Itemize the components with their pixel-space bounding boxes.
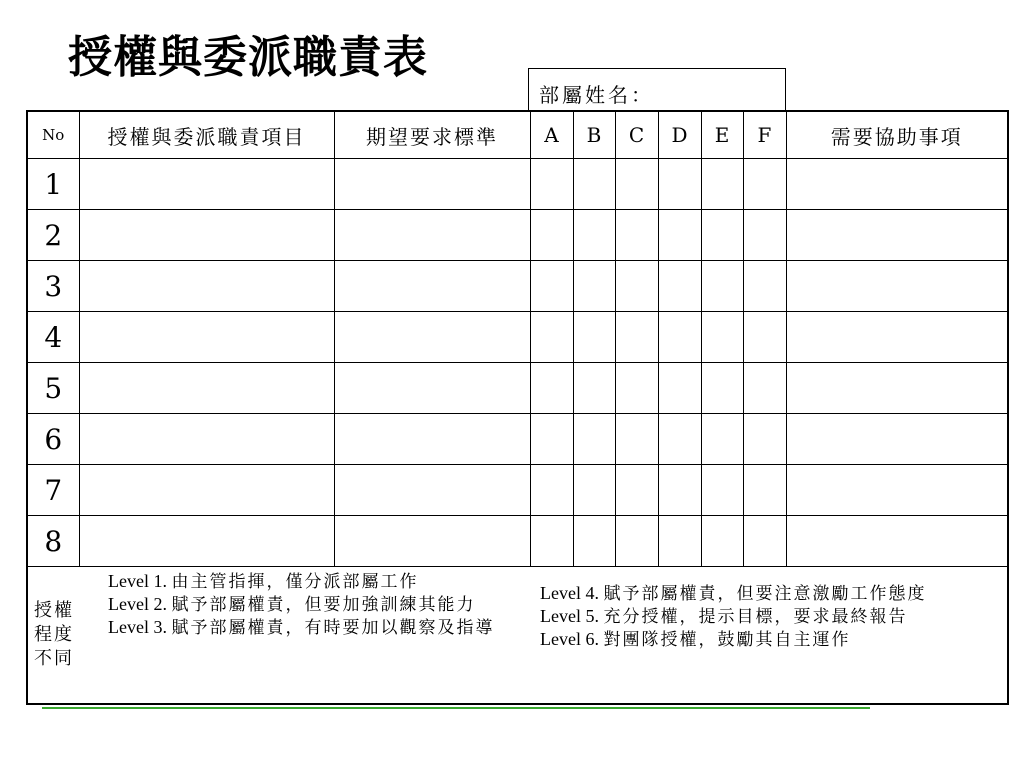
item-cell[interactable] [79,312,334,363]
subordinate-name-field[interactable]: 部屬姓名： [528,68,786,110]
standard-cell[interactable] [334,465,530,516]
level-e-cell[interactable] [701,414,743,465]
table-row [27,516,1008,567]
legend-label [28,567,80,703]
level-e-cell[interactable] [701,363,743,414]
level-b-cell[interactable] [573,414,615,465]
standard-cell[interactable] [334,312,530,363]
item-cell[interactable] [79,516,334,567]
level-d-cell[interactable] [658,516,701,567]
help-cell[interactable] [786,516,1008,567]
header-level-b: B [573,111,615,159]
level-2-text: Level 2. 賦予部屬權責，但要加強訓練其能力 [108,594,476,615]
header-level-f: F [743,111,786,159]
header-level-a: A [530,111,573,159]
level-d-cell[interactable] [658,210,701,261]
header-item: 授權與委派職責項目 [79,111,334,159]
green-divider-line [42,707,870,709]
level-a-cell[interactable] [530,210,573,261]
standard-cell[interactable] [334,261,530,312]
row-number: 2 [27,210,79,261]
level-f-cell[interactable] [743,516,786,567]
help-cell[interactable] [786,312,1008,363]
level-e-cell[interactable] [701,261,743,312]
header-help: 需要協助事項 [786,111,1008,159]
level-d-cell[interactable] [658,465,701,516]
level-4-text: Level 4. 賦予部屬權責，但要注意激勵工作態度 [540,583,927,604]
standard-cell[interactable] [334,516,530,567]
level-e-cell[interactable] [701,159,743,210]
level-a-cell[interactable] [530,414,573,465]
level-a-cell[interactable] [530,516,573,567]
help-cell[interactable] [786,261,1008,312]
level-d-cell[interactable] [658,312,701,363]
level-b-cell[interactable] [573,210,615,261]
row-number: 3 [27,261,79,312]
level-f-cell[interactable] [743,414,786,465]
header-level-e: E [701,111,743,159]
level-c-cell[interactable] [615,210,658,261]
level-c-cell[interactable] [615,159,658,210]
item-cell[interactable] [79,159,334,210]
page-title: 授權與委派職責表 [68,32,428,83]
level-c-cell[interactable] [615,516,658,567]
level-f-cell[interactable] [743,210,786,261]
level-3-text: Level 3. 賦予部屬權責，有時要加以觀察及指導 [108,617,495,638]
level-1-text: Level 1. 由主管指揮，僅分派部屬工作 [108,571,419,592]
row-number: 7 [27,465,79,516]
header-level-d: D [658,111,701,159]
header-no: No [27,111,79,159]
legend-cell [27,567,1008,705]
standard-cell[interactable] [334,210,530,261]
header-row [27,111,1008,159]
level-b-cell[interactable] [573,363,615,414]
level-c-cell[interactable] [615,465,658,516]
table-row [27,465,1008,516]
header-standard: 期望要求標準 [334,111,530,159]
level-6-text: Level 6. 對團隊授權，鼓勵其自主運作 [540,629,851,650]
level-e-cell[interactable] [701,210,743,261]
level-a-cell[interactable] [530,312,573,363]
level-d-cell[interactable] [658,363,701,414]
level-a-cell[interactable] [530,465,573,516]
item-cell[interactable] [79,465,334,516]
table-row [27,210,1008,261]
table-row [27,159,1008,210]
responsibility-table [26,110,1009,705]
help-cell[interactable] [786,414,1008,465]
level-f-cell[interactable] [743,465,786,516]
item-cell[interactable] [79,261,334,312]
level-e-cell[interactable] [701,465,743,516]
level-b-cell[interactable] [573,261,615,312]
help-cell[interactable] [786,363,1008,414]
level-d-cell[interactable] [658,159,701,210]
row-number: 5 [27,363,79,414]
level-d-cell[interactable] [658,414,701,465]
item-cell[interactable] [79,363,334,414]
legend-row [27,567,1008,705]
level-c-cell[interactable] [615,261,658,312]
level-c-cell[interactable] [615,312,658,363]
help-cell[interactable] [786,210,1008,261]
row-number: 8 [27,516,79,567]
item-cell[interactable] [79,414,334,465]
level-f-cell[interactable] [743,363,786,414]
level-e-cell[interactable] [701,516,743,567]
level-a-cell[interactable] [530,261,573,312]
header-level-c: C [615,111,658,159]
legend-label-line: 授權 [34,600,74,621]
level-a-cell[interactable] [530,159,573,210]
row-number: 6 [27,414,79,465]
help-cell[interactable] [786,159,1008,210]
row-number: 4 [27,312,79,363]
legend-label-line: 不同 [34,648,74,669]
table-row [27,414,1008,465]
level-5-text: Level 5. 充分授權，提示目標，要求最終報告 [540,606,908,627]
level-b-cell[interactable] [573,465,615,516]
legend-label-line: 程度 [34,624,74,645]
level-f-cell[interactable] [743,261,786,312]
legend-levels-1-3 [80,567,518,703]
level-f-cell[interactable] [743,312,786,363]
table-row [27,261,1008,312]
level-c-cell[interactable] [615,363,658,414]
level-b-cell[interactable] [573,516,615,567]
level-b-cell[interactable] [573,159,615,210]
help-cell[interactable] [786,465,1008,516]
table-row [27,312,1008,363]
legend-levels-4-6 [518,567,1007,703]
level-a-cell[interactable] [530,363,573,414]
standard-cell[interactable] [334,414,530,465]
level-d-cell[interactable] [658,261,701,312]
level-f-cell[interactable] [743,159,786,210]
level-b-cell[interactable] [573,312,615,363]
level-e-cell[interactable] [701,312,743,363]
level-c-cell[interactable] [615,414,658,465]
standard-cell[interactable] [334,159,530,210]
table-row [27,363,1008,414]
item-cell[interactable] [79,210,334,261]
standard-cell[interactable] [334,363,530,414]
row-number: 1 [27,159,79,210]
